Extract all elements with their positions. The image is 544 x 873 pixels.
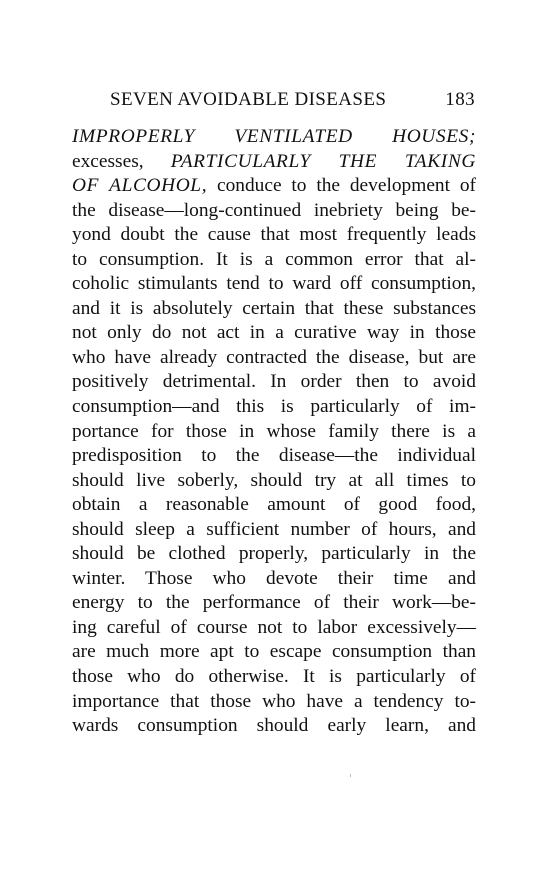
text-run: portance for those in whose family there is a bbox=[72, 420, 476, 442]
text-line bbox=[72, 395, 476, 420]
text-run: importance that those who have a tendency to- bbox=[72, 690, 476, 712]
text-run: should be clothed properly, particularly in the bbox=[72, 543, 476, 565]
text-run: and it is absolutely certain that these substances bbox=[72, 297, 476, 319]
text-line bbox=[72, 248, 476, 273]
text-run: not only do not act in a curative way in those bbox=[72, 322, 476, 344]
text-run: are much more apt to escape consumption than bbox=[72, 641, 476, 663]
text-line bbox=[72, 321, 476, 346]
text-run: should live soberly, should try at all times to bbox=[72, 469, 476, 491]
text-run: yond doubt the cause that most frequently leads bbox=[72, 224, 476, 246]
text-run: to consumption. It is a common error that al- bbox=[72, 248, 476, 270]
page-number: 183 bbox=[445, 89, 475, 110]
text-run: should sleep a sufficient number of hours, and bbox=[72, 518, 476, 540]
text-line bbox=[72, 567, 476, 592]
text-line bbox=[72, 370, 476, 395]
running-title: SEVEN AVOIDABLE DISEASES bbox=[110, 89, 387, 110]
text-line bbox=[72, 199, 476, 224]
text-run: who have already contracted the disease, but are bbox=[72, 346, 476, 368]
text-run: predisposition to the disease—the individual bbox=[72, 445, 476, 467]
text-run: conduce to the development of bbox=[207, 175, 476, 197]
text-run: ing careful of course not to labor excessively— bbox=[72, 616, 476, 638]
italic-caps-run: OF ALCOHOL, bbox=[72, 175, 208, 197]
text-line bbox=[72, 420, 476, 445]
running-header bbox=[96, 88, 479, 112]
italic-caps-run: IMPROPERLY VENTILATED HOUSES; bbox=[72, 126, 476, 147]
text-line bbox=[72, 542, 476, 567]
text-line bbox=[72, 346, 476, 371]
text-line bbox=[72, 616, 476, 641]
text-line bbox=[72, 690, 476, 715]
text-run: those who do otherwise. It is particularly of bbox=[72, 666, 476, 688]
text-run: wards consumption should early learn, and bbox=[72, 715, 476, 737]
text-line bbox=[72, 223, 476, 248]
paper-speck bbox=[350, 774, 351, 777]
text-line bbox=[72, 714, 476, 739]
text-run: the disease—long-continued inebriety being be- bbox=[72, 199, 476, 221]
text-run: positively detrimental. In order then to avoid bbox=[72, 371, 476, 393]
text-line bbox=[72, 297, 476, 322]
text-line bbox=[72, 174, 476, 199]
text-line bbox=[72, 493, 476, 518]
text-line bbox=[72, 272, 476, 297]
text-line bbox=[72, 469, 476, 494]
text-line bbox=[72, 665, 476, 690]
text-run: winter. Those who devote their time and bbox=[72, 567, 476, 589]
text-run: consumption—and this is particularly of im- bbox=[72, 396, 476, 418]
text-run: excesses, bbox=[72, 150, 171, 172]
text-run: obtain a reasonable amount of good food, bbox=[72, 494, 476, 516]
body-text bbox=[72, 125, 476, 739]
text-line bbox=[72, 125, 476, 150]
text-line bbox=[72, 150, 476, 175]
text-line bbox=[72, 640, 476, 665]
text-line bbox=[72, 444, 476, 469]
text-run: coholic stimulants tend to ward off consumption, bbox=[72, 273, 476, 295]
italic-caps-run: PARTICULARLY THE TAKING bbox=[170, 150, 476, 172]
text-line bbox=[72, 591, 476, 616]
text-line bbox=[72, 518, 476, 543]
text-run: energy to the performance of their work—be- bbox=[72, 592, 476, 614]
